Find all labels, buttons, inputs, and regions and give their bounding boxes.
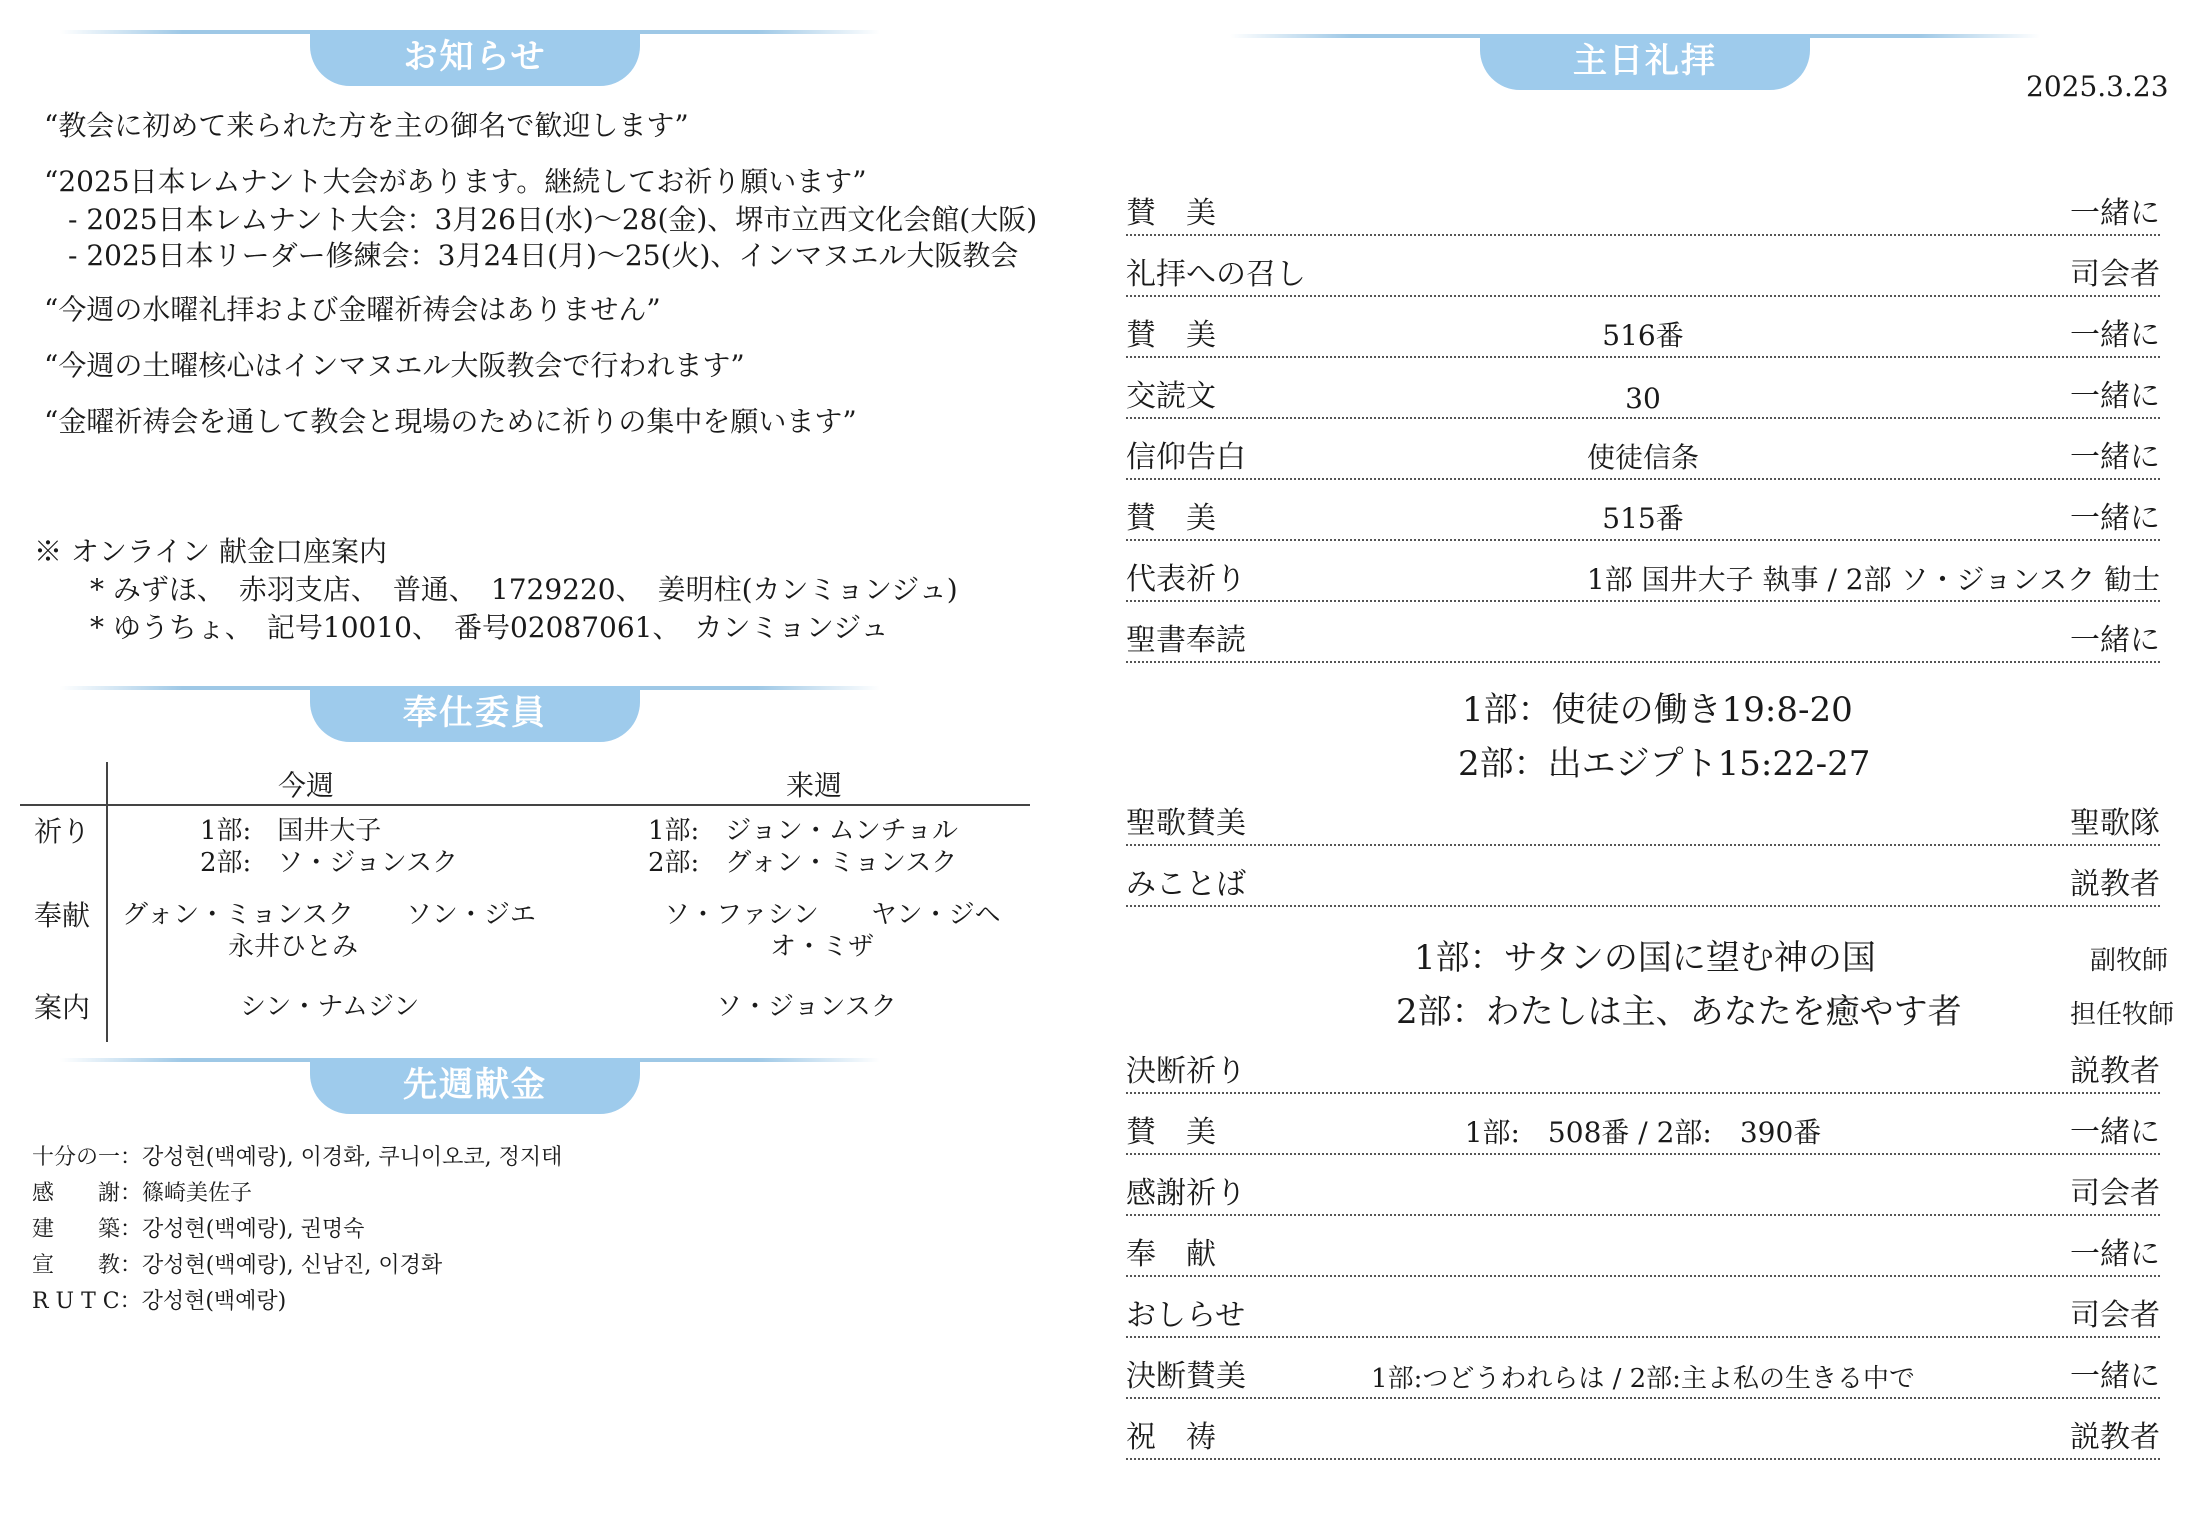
sermon-part2: 2部：わたしは主、あなたを癒やす者 (1396, 992, 1962, 1032)
row-center: 使徒信条 (1586, 441, 1699, 474)
worship-row (1126, 377, 2160, 419)
row-label: 信仰告白 (1126, 440, 1246, 475)
row-right: 一緒に (2070, 379, 2160, 414)
worship-row (1126, 865, 2160, 907)
row-center: 516番 (1602, 319, 1684, 352)
prayer-this-1: 1部: 国井大子 (200, 816, 382, 846)
row-center: 1部: 508番 / 2部: 390番 (1464, 1116, 1822, 1149)
worship-row (1126, 621, 2160, 663)
worship-row (1126, 560, 2160, 602)
offering-line: 十分の一：강성현(백예랑), 이경화, 쿠니이오코, 정지태 (32, 1145, 563, 1170)
committee-row-label-guide: 案内 (34, 991, 91, 1024)
offering-line: 宣 教：강성현(백예랑), 신남진, 이경화 (32, 1253, 443, 1278)
row-label: 感謝祈り (1126, 1176, 1246, 1211)
worship-row (1126, 438, 2160, 480)
row-label: 決断祈り (1126, 1054, 1246, 1089)
row-label: 賛 美 (1126, 196, 1216, 231)
scripture-part1: 1部：使徒の働き19:8-20 (1462, 690, 1853, 730)
offering-next-1: ソ・ファシン ヤン・ジヘ (664, 900, 1001, 930)
worship-row (1126, 1113, 2160, 1155)
row-right: 説教者 (2070, 1420, 2160, 1455)
service-date: 2025.3.23 (2026, 70, 2169, 103)
row-label: 奉 献 (1126, 1237, 1216, 1272)
row-label: 聖書奉読 (1126, 623, 1246, 658)
row-label: 賛 美 (1126, 501, 1216, 536)
row-right-prayer: 1部 国井大子 執事 / 2部 ソ・ジョンスク 勧士 (1586, 563, 2160, 596)
row-right: 一緒に (2070, 623, 2160, 658)
offering-next-2: オ・ミザ (770, 932, 875, 962)
notices-header-banner (60, 24, 880, 88)
offering-header: 先週献金 (310, 1058, 640, 1114)
notices-header: お知らせ (310, 30, 640, 86)
row-right: 聖歌隊 (2070, 806, 2160, 841)
row-right: 一緒に (2070, 501, 2160, 536)
row-label: 聖歌賛美 (1126, 806, 1246, 841)
online-offering-title: ※ オンライン 献金口座案内 (34, 535, 387, 568)
row-label: 礼拝への召し (1126, 257, 1306, 292)
row-right: 一緒に (2070, 196, 2160, 231)
col-next-week: 来週 (786, 769, 843, 802)
row-label: 賛 美 (1126, 1115, 1216, 1150)
committee-header: 奉仕委員 (310, 686, 640, 742)
worship-row (1126, 804, 2160, 846)
offering-header-banner (60, 1052, 880, 1116)
notice-item: “2025日本レムナント大会があります。継続してお祈り願います” (44, 165, 867, 198)
row-right: 司会者 (2070, 257, 2160, 292)
row-right: 説教者 (2070, 867, 2160, 902)
col-this-week: 今週 (278, 769, 335, 802)
row-right: 司会者 (2070, 1298, 2160, 1333)
row-right: 説教者 (2070, 1054, 2160, 1089)
row-center: 1部:つどうわれらは / 2部:主よ私の生きる中で (1371, 1364, 1915, 1394)
worship-row (1126, 1235, 2160, 1277)
row-center: 30 (1625, 382, 1661, 415)
offering-this-2: 永井ひとみ (228, 932, 359, 962)
notice-item: “今週の土曜核心はインマヌエル大阪教会で行われます” (44, 349, 745, 382)
row-label: 賛 美 (1126, 318, 1216, 353)
row-label: 決断賛美 (1126, 1359, 1246, 1394)
worship-row (1126, 1174, 2160, 1216)
sermon-part2-preacher: 担任牧師 (2070, 1000, 2175, 1030)
committee-row-label-offering: 奉献 (34, 899, 91, 932)
worship-row (1126, 316, 2160, 358)
online-account-mizuho: * みずほ、 赤羽支店、 普通、 1729220、 姜明柱(カンミョンジュ) (90, 573, 958, 606)
row-right: 一緒に (2070, 1237, 2160, 1272)
offering-this-1: グォン・ミョンスク ソン・ジエ (122, 900, 536, 930)
worship-header-banner (1230, 28, 2040, 92)
worship-row (1126, 1357, 2160, 1399)
worship-row (1126, 255, 2160, 297)
prayer-this-2: 2部: ソ・ジョンスク (200, 848, 459, 878)
worship-row (1126, 499, 2160, 541)
notice-subitem: - 2025日本リーダー修練会：3月24日(月)～25(火)、インマヌエル大阪教会 (68, 239, 1019, 272)
online-account-yucho: * ゆうちょ、 記号10010、 番号02087061、 カンミョンジュ (90, 611, 889, 644)
offering-line: 建 築：강성현(백예랑), 권명숙 (32, 1217, 365, 1242)
prayer-next-1: 1部: ジョン・ムンチョル (648, 816, 959, 846)
row-center: 515番 (1602, 502, 1684, 535)
row-right: 一緒に (2070, 1359, 2160, 1394)
offering-line: 感 謝：篠崎美佐子 (32, 1181, 253, 1206)
guide-next: ソ・ジョンスク (716, 992, 897, 1022)
row-right: 一緒に (2070, 440, 2160, 475)
notice-item: “金曜祈祷会を通して教会と現場のために祈りの集中を願います” (44, 405, 857, 438)
row-label: 交読文 (1126, 379, 1216, 414)
sermon-part1: 1部：サタンの国に望む神の国 (1414, 938, 1876, 978)
notice-item: “教会に初めて来られた方を主の御名で歓迎します” (44, 109, 689, 142)
notice-item: “今週の水曜礼拝および金曜祈祷会はありません” (44, 293, 661, 326)
worship-header: 主日礼拝 (1480, 34, 1810, 90)
committee-row-label-prayer: 祈り (34, 815, 91, 848)
row-label: みことば (1126, 867, 1246, 902)
scripture-part2: 2部：出エジプト15:22-27 (1458, 744, 1871, 784)
sermon-part1-preacher: 副牧師 (2090, 946, 2169, 976)
prayer-next-2: 2部: グォン・ミョンスク (648, 848, 958, 878)
row-label: 祝 祷 (1126, 1420, 1216, 1455)
committee-header-rule (20, 804, 1030, 806)
row-label: 代表祈り (1126, 562, 1246, 597)
worship-row (1126, 1418, 2160, 1460)
offering-line: R U T C：강성현(백예랑) (32, 1289, 287, 1314)
notice-subitem: - 2025日本レムナント大会：3月26日(水)～28(金)、堺市立西文化会館(大阪) (68, 203, 1038, 236)
row-right: 一緒に (2070, 1115, 2160, 1150)
row-right: 司会者 (2070, 1176, 2160, 1211)
guide-this: シン・ナムジン (240, 992, 420, 1022)
worship-row (1126, 1296, 2160, 1338)
worship-row (1126, 1052, 2160, 1094)
row-right: 一緒に (2070, 318, 2160, 353)
committee-header-banner (60, 680, 880, 744)
row-label: おしらせ (1126, 1298, 1246, 1333)
worship-row (1126, 194, 2160, 236)
